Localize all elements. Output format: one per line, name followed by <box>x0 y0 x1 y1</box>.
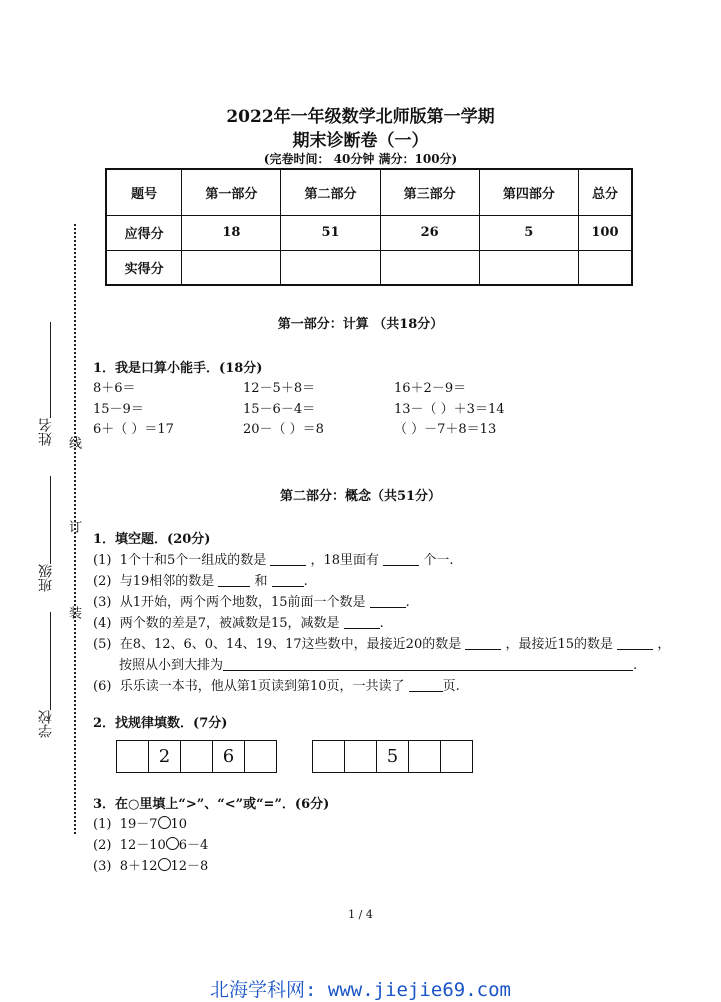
score-header-cell: 第二部分 <box>281 169 380 215</box>
item-number: (4) <box>93 616 112 631</box>
sequence-box[interactable] <box>313 741 344 772</box>
item-text: ， <box>657 637 671 652</box>
item-text: . <box>405 595 410 610</box>
calc-item: 8＋6＝ <box>93 381 136 396</box>
part2-heading: 第二部分：概念（共51分） <box>279 489 442 504</box>
sequence-box[interactable] <box>180 741 212 772</box>
binding-char-zhuang: 装 <box>66 606 81 619</box>
score-header-cell: 总分 <box>578 169 632 215</box>
sequence-box[interactable] <box>244 741 276 772</box>
actual-score-cell[interactable] <box>479 250 578 285</box>
compare-item <box>93 834 208 853</box>
calc-item: 20－（ ）＝8 <box>243 422 324 437</box>
item-text: . <box>633 658 638 673</box>
item-number: (1) <box>93 817 112 832</box>
exam-subtitle: 期末诊断卷（一） <box>292 131 429 151</box>
compare-circle[interactable] <box>166 837 179 850</box>
actual-score-cell[interactable] <box>182 250 281 285</box>
compare-circle[interactable] <box>158 858 171 871</box>
answer-blank[interactable] <box>223 657 633 671</box>
expected-score: 18 <box>182 215 281 250</box>
score-header-cell: 第四部分 <box>479 169 578 215</box>
answer-blank[interactable] <box>272 573 304 587</box>
score-table-expected-row <box>106 215 632 250</box>
calc-item: 16＋2－9＝ <box>394 381 467 396</box>
sequence-box: 2 <box>148 741 180 772</box>
page-number: 1 / 4 <box>348 908 373 921</box>
compare-item <box>93 855 208 874</box>
item-text: ，最接近15的数是 <box>505 637 614 652</box>
fill-item-5-order <box>119 654 637 673</box>
sequence-box[interactable] <box>440 741 472 772</box>
item-text: ，18里面有 <box>310 553 380 568</box>
answer-blank[interactable] <box>370 594 406 608</box>
fill-item-4 <box>93 612 384 631</box>
class-label: 班级 <box>38 564 54 592</box>
calc-item: 15－9＝ <box>93 402 144 417</box>
answer-blank[interactable] <box>344 615 380 629</box>
expected-score: 5 <box>479 215 578 250</box>
calc-item: （ ）－7＋8＝13 <box>394 422 497 437</box>
score-header-cell: 题号 <box>106 169 182 215</box>
score-table <box>105 168 633 286</box>
compare-right: 6－4 <box>178 838 209 853</box>
answer-blank[interactable] <box>383 552 419 566</box>
answer-blank[interactable] <box>465 636 501 650</box>
exam-info: (完卷时间： 40分钟 满分：100分) <box>263 152 458 166</box>
item-number: (2) <box>93 574 112 589</box>
expected-score: 51 <box>281 215 380 250</box>
actual-label: 实得分 <box>106 250 182 285</box>
compare-item <box>93 813 187 832</box>
score-table-actual-row <box>106 250 632 285</box>
item-text: 从1开始，两个两个地数，15前面一个数是 <box>119 595 366 610</box>
fill-item-3 <box>93 591 410 610</box>
score-header-cell: 第三部分 <box>380 169 479 215</box>
item-number: (3) <box>93 595 112 610</box>
school-write-line <box>50 612 51 710</box>
part2-q3-title: 3．在○里填上“>”、“<”或“=”．(6分) <box>93 797 330 812</box>
item-text: 按照从小到大排为 <box>119 658 224 673</box>
fill-item-1 <box>93 549 453 568</box>
item-text: . <box>379 616 384 631</box>
sequence-box[interactable] <box>344 741 376 772</box>
compare-circle[interactable] <box>158 816 171 829</box>
score-table-header-row <box>106 169 632 215</box>
item-text: . <box>303 574 308 589</box>
sequence-boxes-1 <box>116 740 277 773</box>
name-write-line <box>50 322 51 418</box>
fill-item-2 <box>93 570 308 589</box>
item-text: 在8、12、6、0、14、19、17这些数中，最接近20的数是 <box>119 637 462 652</box>
compare-left: 8＋12 <box>119 859 158 874</box>
expected-score: 26 <box>380 215 479 250</box>
fill-item-5 <box>93 633 670 652</box>
part1-heading: 第一部分：计算 （共18分） <box>277 317 444 332</box>
actual-score-cell[interactable] <box>380 250 479 285</box>
sequence-box[interactable] <box>117 741 148 772</box>
item-text: 1个十和5个一组成的数是 <box>119 553 267 568</box>
part2-q1-title: 1．填空题．(20分) <box>93 532 211 547</box>
item-text: 个一. <box>423 553 454 568</box>
item-number: (6) <box>93 679 112 694</box>
site-watermark[interactable]: 北海学科网: www.jiejie69.com <box>210 979 511 1001</box>
answer-blank[interactable] <box>218 573 250 587</box>
actual-score-cell[interactable] <box>578 250 632 285</box>
binding-char-ding: 订 <box>66 520 81 533</box>
item-text: 与19相邻的数是 <box>119 574 215 589</box>
item-number: (1) <box>93 553 112 568</box>
school-label: 学校 <box>38 710 54 738</box>
sequence-box: 6 <box>212 741 244 772</box>
binding-char-xian: 线 <box>66 436 81 449</box>
sequence-box: 5 <box>376 741 408 772</box>
compare-left: 19－7 <box>119 817 158 832</box>
expected-score: 100 <box>578 215 632 250</box>
calc-item: 12－5＋8＝ <box>243 381 316 396</box>
answer-blank[interactable] <box>409 678 443 692</box>
calc-item: 13－（ ）＋3＝14 <box>394 402 505 417</box>
item-number: (5) <box>93 637 112 652</box>
item-number: (2) <box>93 838 112 853</box>
calc-item: 15－6－4＝ <box>243 402 316 417</box>
sequence-box[interactable] <box>408 741 440 772</box>
compare-left: 12－10 <box>119 838 166 853</box>
answer-blank[interactable] <box>617 636 653 650</box>
expected-label: 应得分 <box>106 215 182 250</box>
actual-score-cell[interactable] <box>281 250 380 285</box>
answer-blank[interactable] <box>270 552 306 566</box>
sequence-boxes-2 <box>312 740 473 773</box>
score-header-cell: 第一部分 <box>182 169 281 215</box>
compare-right: 10 <box>170 817 188 832</box>
fill-item-6 <box>93 675 460 694</box>
item-text: 页. <box>442 679 460 694</box>
item-number: (3) <box>93 859 112 874</box>
item-text: 乐乐读一本书，他从第1页读到第10页，一共读了 <box>119 679 405 694</box>
calc-item: 6＋（ ）＝17 <box>93 422 174 437</box>
name-label: 姓名 <box>38 418 54 446</box>
part2-q2-title: 2．找规律填数．(7分) <box>93 716 228 731</box>
exam-title: 2022年一年级数学北师版第一学期 <box>226 107 495 127</box>
compare-right: 12－8 <box>170 859 209 874</box>
part1-q1-title: 1．我是口算小能手．(18分) <box>93 361 263 376</box>
item-text: 和 <box>254 574 268 589</box>
item-text: 两个数的差是7，被减数是15，减数是 <box>119 616 340 631</box>
